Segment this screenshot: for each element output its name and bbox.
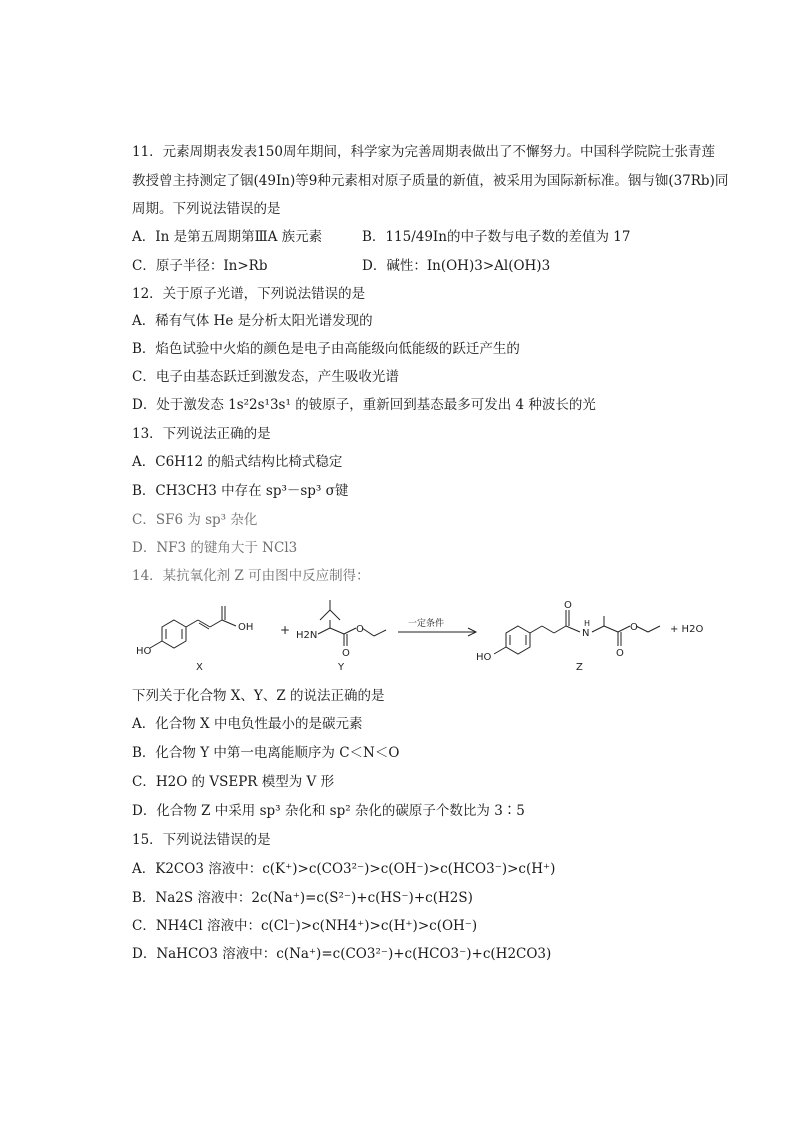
x-ho-bond (150, 641, 162, 648)
q15-option-d: D．NaHCO3 溶液中：c(Na⁺)=c(CO3²⁻)+c(HCO3⁻)+c(H2CO3) (132, 946, 552, 962)
y-o-label: O (356, 624, 364, 635)
y-h2n-label: H2N (296, 630, 318, 641)
z-n-label: N (582, 628, 590, 639)
q12-option-d: D．处于激发态 1s²2s¹3s¹ 的铍原子，重新回到基态最多可发出 4 种波长的光 (132, 397, 596, 413)
q15-option-c: C．NH4Cl 溶液中：c(Cl⁻)>c(NH4⁺)>c(H⁺)>c(OH⁻) (132, 918, 478, 934)
q13-stem: 13．下列说法正确的是 (132, 426, 271, 442)
y-carbonyl-o-label: O (342, 648, 350, 659)
q14-option-c: C．H2O 的 VSEPR 模型为 V 形 (132, 774, 335, 790)
q13-option-d: D．NF3 的键角大于 NCl3 (132, 540, 298, 556)
z-compound-label: Z (576, 662, 583, 673)
q13-option-a: A．C6H12 的船式结构比椅式稳定 (132, 454, 343, 470)
z-h-label: H (584, 619, 591, 628)
reaction-scheme (130, 598, 730, 678)
z-amide-o-label: O (564, 600, 572, 611)
q12-option-c: C．电子由基态跃迁到激发态，产生吸收光谱 (132, 369, 399, 385)
q11-option-b: B．115/49In的中子数与电子数的差值为 17 (362, 229, 631, 245)
q13-option-b: B．CH3CH3 中存在 sp³－sp³ σ键 (132, 483, 349, 499)
z-ho-label: HO (476, 652, 492, 663)
q12-option-b: B．焰色试验中火焰的颜色是电子由高能级向低能级的跃迁产生的 (132, 341, 520, 357)
q11-stem-line-3: 周期。下列说法错误的是 (132, 201, 281, 217)
q14-stem: 14．某抗氧化剂 Z 可由图中反应制得： (132, 568, 370, 584)
z-ester-o-label: O (630, 622, 638, 633)
q11-stem-line-2: 教授曾主持测定了铟(49In)等9种元素相对原子质量的新值，被采用为国际新标准。铟与铷(37Rb)同 (132, 173, 729, 189)
reaction-condition: 一定条件 (408, 619, 445, 629)
q15-stem: 15．下列说法错误的是 (132, 832, 271, 848)
q11-stem-line-1: 11．元素周期表发表150周年期间，科学家为完善周期表做出了不懈努力。中国科学院院士张青莲 (132, 144, 715, 160)
q11-option-c: C．原子半径：In>Rb (132, 258, 268, 274)
q14-sub-stem: 下列关于化合物 X、Y、Z 的说法正确的是 (132, 688, 385, 704)
q13-option-c: C．SF6 为 sp³ 杂化 (132, 512, 258, 528)
x-oh-label: OH (238, 622, 254, 633)
x-ho-label: HO (136, 646, 152, 657)
q14-option-b: B．化合物 Y 中第一电离能顺序为 C＜N＜O (132, 745, 400, 761)
q12-option-a: A．稀有气体 He 是分析太阳光谱发现的 (132, 313, 373, 329)
q14-option-a: A．化合物 X 中电负性最小的是碳元素 (132, 716, 363, 732)
x-compound-label: X (196, 662, 203, 673)
z-ester-carbonyl-o-label: O (616, 648, 624, 659)
q11-option-a: A．In 是第五周期第ⅢA 族元素 (132, 229, 323, 245)
q14-option-d: D．化合物 Z 中采用 sp³ 杂化和 sp² 杂化的碳原子个数比为 3∶5 (132, 803, 525, 819)
q15-option-b: B．Na2S 溶液中：2c(Na⁺)=c(S²⁻)+c(HS⁻)+c(H2S) (132, 890, 473, 906)
plus-sign: + (280, 623, 291, 637)
water-product: + H2O (670, 624, 704, 635)
q11-option-d: D．碱性：In(OH)3>Al(OH)3 (362, 258, 551, 274)
y-compound-label: Y (338, 662, 345, 673)
reaction-svg (130, 598, 730, 678)
q15-option-a: A．K2CO3 溶液中：c(K⁺)>c(CO3²⁻)>c(OH⁻)>c(HCO3⁻)>c(H⁺) (132, 861, 556, 877)
q12-stem: 12．关于原子光谱，下列说法错误的是 (132, 286, 366, 302)
